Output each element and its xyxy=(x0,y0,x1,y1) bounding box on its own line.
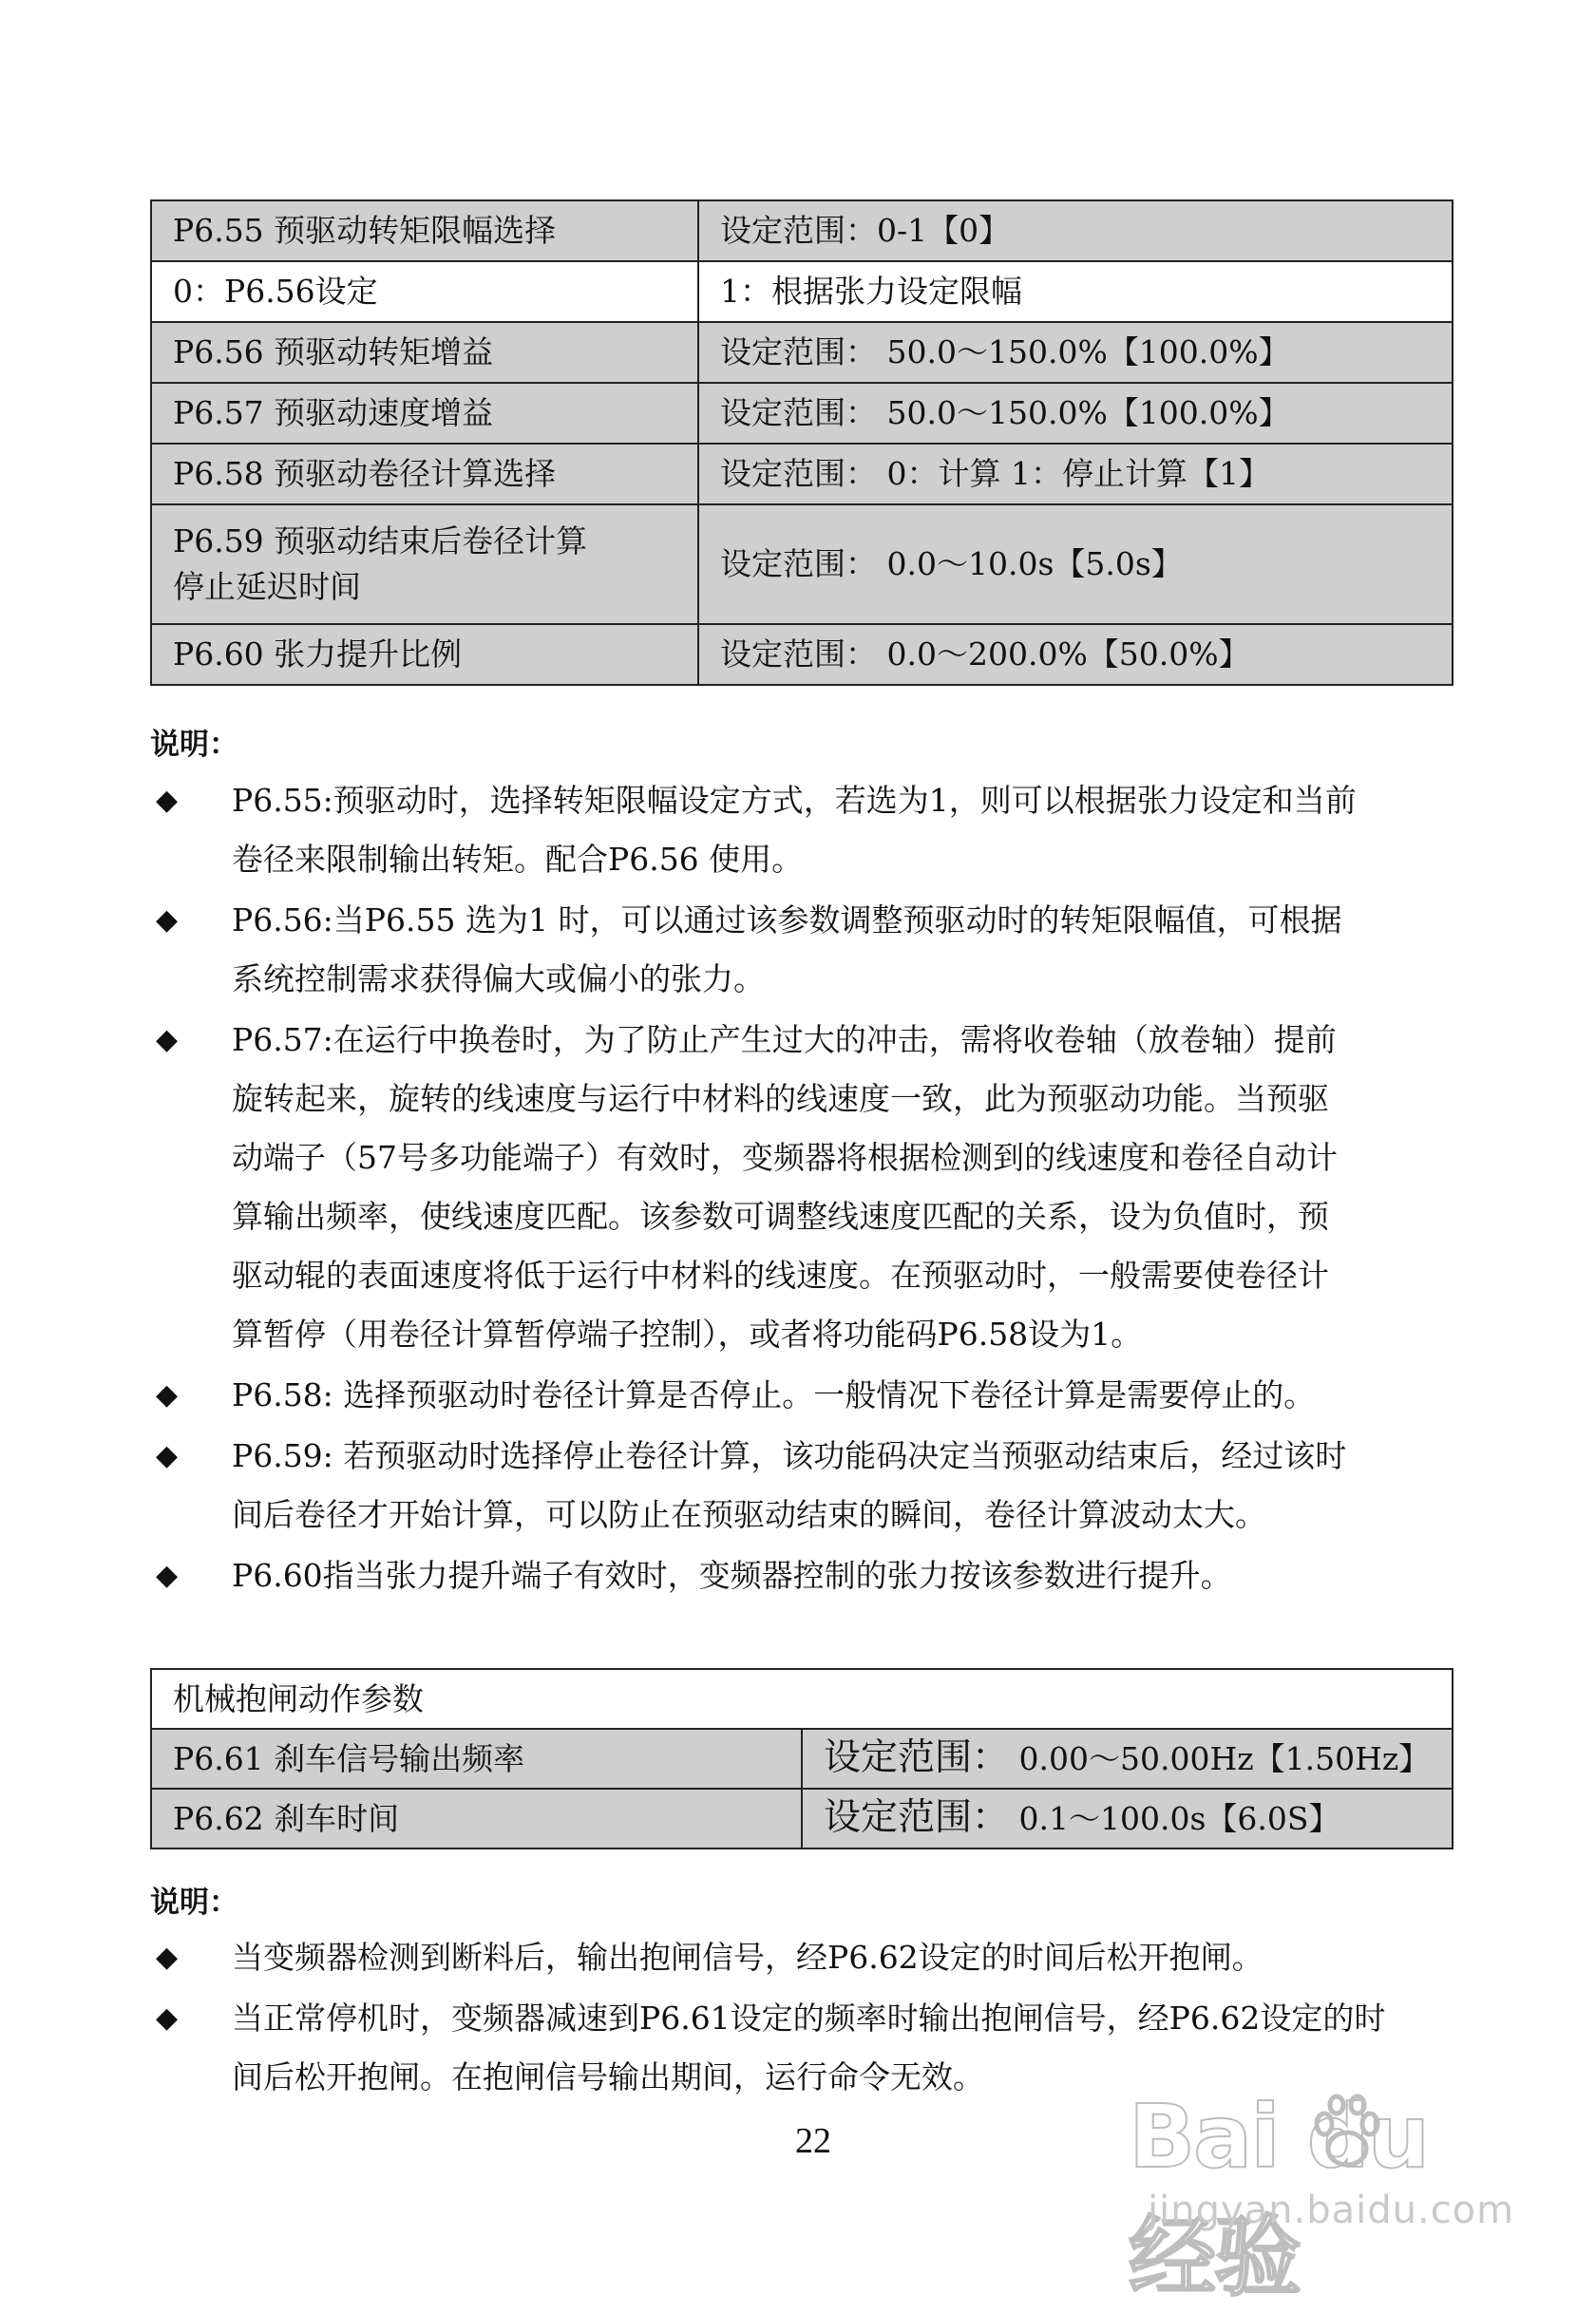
note-line: 算输出频率，使线速度匹配。该参数可调整线速度匹配的关系，设为负值时，预 xyxy=(232,1198,1329,1235)
list-item xyxy=(150,771,1454,889)
param-range-cell: 设定范围： 0.0～200.0%【50.0%】 xyxy=(698,624,1453,685)
table-title: 机械抱闸动作参数 xyxy=(151,1669,1453,1729)
param-range-cell: 设定范围： 0：计算 1：停止计算【1】 xyxy=(698,444,1453,504)
diamond-bullet-icon: ◆ xyxy=(156,1559,179,1592)
explanation-list-1 xyxy=(150,771,1454,1607)
param-name-cell: P6.56 预驱动转矩增益 xyxy=(151,322,698,383)
parameter-table-1 xyxy=(150,199,1454,686)
param-name-line: 停止延迟时间 xyxy=(173,568,361,605)
list-item xyxy=(150,1011,1454,1364)
watermark-logo: Bai du 经验 xyxy=(1129,2086,1429,2308)
note-line: P6.58: 选择预驱动时卷径计算是否停止。一般情况下卷径计算是需要停止的。 xyxy=(232,1376,1316,1413)
diamond-bullet-icon: ◆ xyxy=(156,903,179,937)
table-row xyxy=(151,504,1453,624)
param-range-cell: 设定范围：0-1【0】 xyxy=(698,200,1453,261)
note-line: 旋转起来，旋转的线速度与运行中材料的线速度一致，此为预驱动功能。当预驱 xyxy=(232,1080,1329,1117)
range-label: 设定范围： xyxy=(824,1736,1010,1780)
note-line: P6.55:预驱动时，选择转矩限幅设定方式，若选为1，则可以根据张力设定和当前 xyxy=(232,782,1357,819)
param-range-cell: 设定范围： 50.0～150.0%【100.0%】 xyxy=(698,322,1453,383)
param-name-cell: P6.57 预驱动速度增益 xyxy=(151,383,698,444)
explanation-list-2 xyxy=(150,1928,1454,2109)
list-item xyxy=(150,1928,1454,1987)
param-range-cell: 设定范围： 0.0～10.0s【5.0s】 xyxy=(698,504,1453,624)
table-row xyxy=(151,261,1453,322)
table-row xyxy=(151,1729,1453,1789)
baidu-jingyan-watermark xyxy=(1119,2086,1518,2308)
note-line: 算暂停（用卷径计算暂停端子控制），或者将功能码P6.58设为1。 xyxy=(232,1316,1143,1353)
list-item xyxy=(150,1366,1454,1425)
option-cell: 1：根据张力设定限幅 xyxy=(698,261,1453,322)
param-name-cell: P6.61 刹车信号输出频率 xyxy=(151,1729,802,1789)
table-row xyxy=(151,624,1453,685)
range-value: 0.1～100.0s【6.0S】 xyxy=(1009,1800,1340,1838)
param-name-cell: P6.55 预驱动转矩限幅选择 xyxy=(151,200,698,261)
note-line: 当变频器检测到断料后，输出抱闸信号，经P6.62设定的时间后松开抱闸。 xyxy=(232,1939,1264,1976)
list-item xyxy=(150,1546,1454,1605)
paw-icon xyxy=(1309,2094,1385,2173)
param-range-cell: 设定范围： 50.0～150.0%【100.0%】 xyxy=(698,383,1453,444)
note-line: P6.59: 若预驱动时选择停止卷径计算，该功能码决定当预驱动结束后，经过该时 xyxy=(232,1437,1347,1474)
range-label: 设定范围： xyxy=(824,1796,1010,1840)
note-line: 驱动辊的表面速度将低于运行中材料的线速度。在预驱动时，一般需要使卷径计 xyxy=(232,1257,1329,1294)
param-name-cell: P6.62 刹车时间 xyxy=(151,1789,802,1849)
diamond-bullet-icon: ◆ xyxy=(156,784,179,817)
param-name-cell xyxy=(151,504,698,624)
table-row xyxy=(151,444,1453,504)
note-line: P6.60指当张力提升端子有效时，变频器控制的张力按该参数进行提升。 xyxy=(232,1557,1232,1594)
param-range-cell xyxy=(802,1789,1453,1849)
param-name-cell: P6.58 预驱动卷径计算选择 xyxy=(151,444,698,504)
diamond-bullet-icon: ◆ xyxy=(156,1439,179,1472)
diamond-bullet-icon: ◆ xyxy=(156,1941,179,1974)
list-item xyxy=(150,1427,1454,1545)
note-line: P6.56:当P6.55 选为1 时，可以通过该参数调整预驱动时的转矩限幅值，可根据 xyxy=(232,901,1342,938)
note-line: 间后卷径才开始计算，可以防止在预驱动结束的瞬间，卷径计算波动太大。 xyxy=(232,1496,1266,1533)
table-row xyxy=(151,1789,1453,1849)
parameter-table-2 xyxy=(150,1668,1454,1849)
note-line: 卷径来限制输出转矩。配合P6.56 使用。 xyxy=(232,841,804,878)
note-line: 系统控制需求获得偏大或偏小的张力。 xyxy=(232,960,765,997)
diamond-bullet-icon: ◆ xyxy=(156,1378,179,1412)
param-name-cell: P6.60 张力提升比例 xyxy=(151,624,698,685)
option-cell: 0：P6.56设定 xyxy=(151,261,698,322)
explanation-label: 说明： xyxy=(150,728,238,762)
param-name-line: P6.59 预驱动结束后卷径计算 xyxy=(173,522,588,560)
note-line: 动端子（57号多功能端子）有效时，变频器将根据检测到的线速度和卷径自动计 xyxy=(232,1139,1338,1176)
diamond-bullet-icon: ◆ xyxy=(156,1023,179,1056)
table-row xyxy=(151,322,1453,383)
note-line: 间后松开抱闸。在抱闸信号输出期间，运行命令无效。 xyxy=(232,2058,984,2095)
note-line: P6.57:在运行中换卷时，为了防止产生过大的冲击，需将收卷轴（放卷轴）提前 xyxy=(232,1021,1337,1058)
param-range-cell xyxy=(802,1729,1453,1789)
explanation-label: 说明： xyxy=(150,1886,238,1920)
diamond-bullet-icon: ◆ xyxy=(156,2001,179,2035)
table-row xyxy=(151,383,1453,444)
watermark-url: jingyan.baidu.com xyxy=(1148,2189,1515,2232)
table-row xyxy=(151,200,1453,261)
list-item xyxy=(150,891,1454,1009)
note-line: 当正常停机时，变频器减速到P6.61设定的频率时输出抱闸信号，经P6.62设定的时 xyxy=(232,2000,1386,2037)
page-number: 22 xyxy=(795,2121,831,2161)
table-title-row xyxy=(151,1669,1453,1729)
range-value: 0.00～50.00Hz【1.50Hz】 xyxy=(1009,1740,1431,1778)
